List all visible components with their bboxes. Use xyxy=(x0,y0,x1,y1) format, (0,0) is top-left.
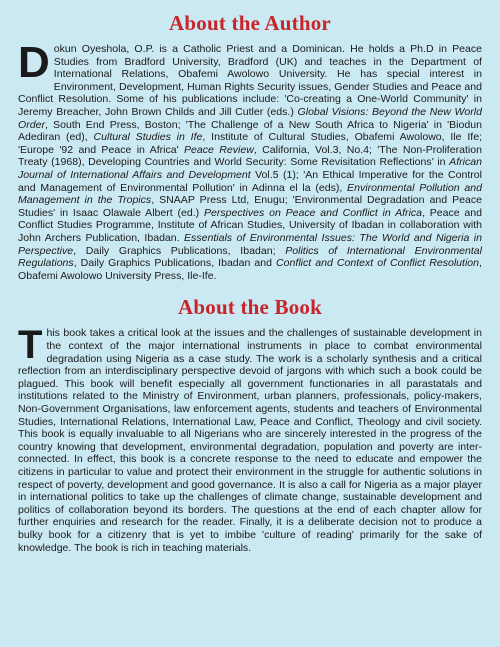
publication-title: Conflict and Context of Conflict Resolution xyxy=(276,257,480,270)
publication-title: Environmental Pollution and Management in the Tropics xyxy=(18,181,482,207)
bio-text-segment: , Daily Graphics Publications, Ibadan and xyxy=(73,257,277,270)
bio-text-segment: , Institute of Cultural Studies, Obafemi Awolowo, Ile Ife; 'Europe '92 and Peace in Africa' xyxy=(18,131,483,156)
publication-title: Cultural Studies in Ife xyxy=(93,131,203,144)
author-dropcap: D xyxy=(18,38,50,88)
book-description-text: his book takes a critical look at the issues and the challenges of sustainable development in the context of the major international instruments in place to combat environmental degradation using Nigeria as a case study. The work is a scholarly synthesis and a critical reflection from an interdisciplinary perspective devoid of jargons with which such a book could be plagued. This book will benefit especially all government functionaries in all parastatals and institutions related to the Ministry of Environment, urban planners, professionals, policy-makers, Non-Government Organisations, law enforcement agents, students and teachers of Environmental Studies, International Relations, International Law, Peace and Conflict, Theology and civil society. This book is equally invaluable to all Nigerians who are sincerely interested in the progress of the country knowing that development, environmental degradation, population and poverty are inter-connected. In effect, this book is a concrete response to the need to educate and empower the citizens in particular to value and protect their environment in the struggle for authentic solutions in respect of poverty, development and good governance. It is also a call for Nigeria as a major player in international politics to take up the challenges of climate change, sustainable development and politics of collaboration beyond its borders. The questions at the end of each chapter allow for further enquiries and research for the reader. Finally, it is a deliberate decision not to produce a bulky book for a citizenry that is yet to imbibe 'culture of reading' primarily for the sake of knowledge. The book is rich in teaching materials. xyxy=(18,327,482,554)
author-bio-text xyxy=(18,38,483,282)
book-dropcap: T xyxy=(18,323,43,368)
bio-text-segment: , Peace and Conflict Studies Programme, Institute of African Studies, University of Ibadan in collaboration with John Archers Publication, Ibadan. xyxy=(18,206,483,244)
about-author-paragraph xyxy=(18,38,483,282)
publication-title: African Journal of International Affairs and Development xyxy=(18,156,482,182)
about-book-paragraph xyxy=(18,323,482,554)
bio-text-segment: , Daily Graphics Publications, Ibadan; xyxy=(73,244,286,257)
about-book-heading: About the Book xyxy=(178,295,322,320)
bio-text-segment: okun Oyeshola, O.P. is a Catholic Priest and a Dominican. He holds a Ph.D in Peace Studies from Bradford University, Bradford (UK) and teaches in the Department of International Relations, Obafemi Awolowo University. He has special interest in Environment, Development, Human Rights Security issues, Gender Studies and Peace and Conflict Resolution. Some of his publications include: 'Co-creating a One-World Community' in Jeremy Breacher, John Brown Childs and Jill Cutler (eds.) xyxy=(18,43,482,119)
about-author-heading: About the Author xyxy=(169,11,331,35)
publication-title: Global Visions: Beyond the New World Order xyxy=(18,106,482,131)
bio-text-segment: , Obafemi Awolowo University Press, Ile-Ife. xyxy=(18,257,482,282)
publication-title: Peace Review xyxy=(184,143,254,156)
bio-text-segment: , South End Press, Boston; 'The Challenge of a New South Africa to Nigeria' in 'Biodun Adediran (ed), xyxy=(18,118,482,144)
bio-text-segment: , California, Vol.3, No.4; 'The Non-Proliferation Treaty (1968), Developing Countries and World Security: Some Revisitation Reflections' in xyxy=(18,143,482,169)
bio-text-segment: , SNAAP Press Ltd, Enugu; 'Environmental Degradation and Peace Studies' in Isaac Olawale Albert (ed.) xyxy=(18,194,483,219)
publication-title: Essentials of Environmental Issues: The World and Nigeria in Perspective xyxy=(18,232,482,257)
bio-text-segment: Vol.5 (1); 'An Ethical Imperative for the Control and Management of Environmental Pollution' in Adinna el la (eds), xyxy=(18,169,482,194)
publication-title: Perspectives on Peace and Conflict in Africa xyxy=(203,206,423,219)
publication-title: Politics of International Environmental Regulations xyxy=(18,244,482,270)
